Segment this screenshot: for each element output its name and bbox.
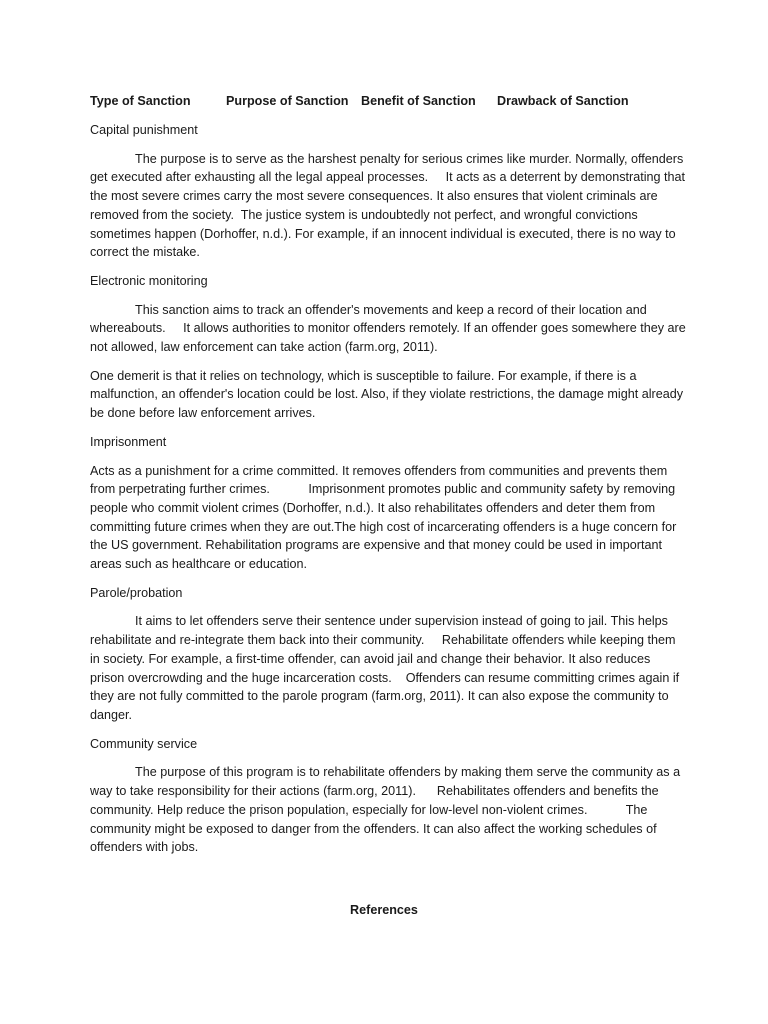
section-title-community-service: Community service [90,736,198,751]
section-title-imprisonment: Imprisonment [90,434,167,449]
header-benefit-of-sanction: Benefit of Sanction [361,94,476,108]
paragraph-community-service: The purpose of this program is to rehabilitate offenders by making them serve the community as a way to take responsibility for their actions (farm.org, 2011). Rehabilitates offenders and benefits the community. Help reduce the prison population, especially for low-level non-violent crimes. The community might be exposed to danger from the offenders. It can also affect the working schedules of offenders with jobs. [90,765,681,855]
header-drawback-of-sanction: Drawback of Sanction [497,94,629,108]
paragraph-electronic-monitoring-drawback: One demerit is that it relies on technology, which is susceptible to failure. For example, if there is a malfunction, an offender's location could be lost. Also, if they violate restrictions, the damage might already be done before law enforcement arrives. [90,368,684,421]
paragraph-capital-punishment: The purpose is to serve as the harshest penalty for serious crimes like murder. Normally, offenders get executed after exhausting all the legal appeal processes. It acts as a deterrent by demonstrating that the most severe crimes carry the most severe consequences. It also ensures that violent criminals are removed from the society. The justice system is undoubtedly not perfect, and wrongful convictions sometimes happen (Dorhoffer, n.d.). For example, if an innocent individual is executed, there is no way to correct the mistake. [90,151,686,260]
references-heading: References [350,903,418,917]
header-type-of-sanction: Type of Sanction [90,94,191,108]
paragraph-imprisonment: Acts as a punishment for a crime committed. It removes offenders from communities and prevents them from perpetrating further crimes. Imprisonment promotes public and community safety by removing people who commit violent crimes (Dorhoffer, n.d.). It also rehabilitates offenders and deter them from committing future crimes when they are out.The high cost of incarcerating offenders is a huge concern for the US government. Rehabilitation programs are expensive and that money could be used in important areas such as healthcare or education. [90,463,677,572]
section-title-electronic-monitoring: Electronic monitoring [90,273,208,288]
header-purpose-of-sanction: Purpose of Sanction [226,94,349,108]
paragraph-parole-probation: It aims to let offenders serve their sentence under supervision instead of going to jail. This helps rehabilitate and re-integrate them back into their community. Rehabilitate offenders while keeping them in society. For example, a first-time offender, can avoid jail and change their behavior. It also reduces prison overcrowding and the huge incarceration costs. Offenders can resume committing crimes again if they are not fully committed to the parole program (farm.org, 2011). It can also expose the community to danger. [90,614,680,722]
table-header-row [90,92,688,111]
document-body [90,92,688,867]
section-title-capital-punishment: Capital punishment [90,123,198,137]
section-title-parole-probation: Parole/probation [90,585,183,600]
paragraph-electronic-monitoring: This sanction aims to track an offender's movements and keep a record of their location and whereabouts. It allows authorities to monitor offenders remotely. If an offender goes somewhere they are not allowed, law enforcement can take action (farm.org, 2011). [90,302,686,355]
